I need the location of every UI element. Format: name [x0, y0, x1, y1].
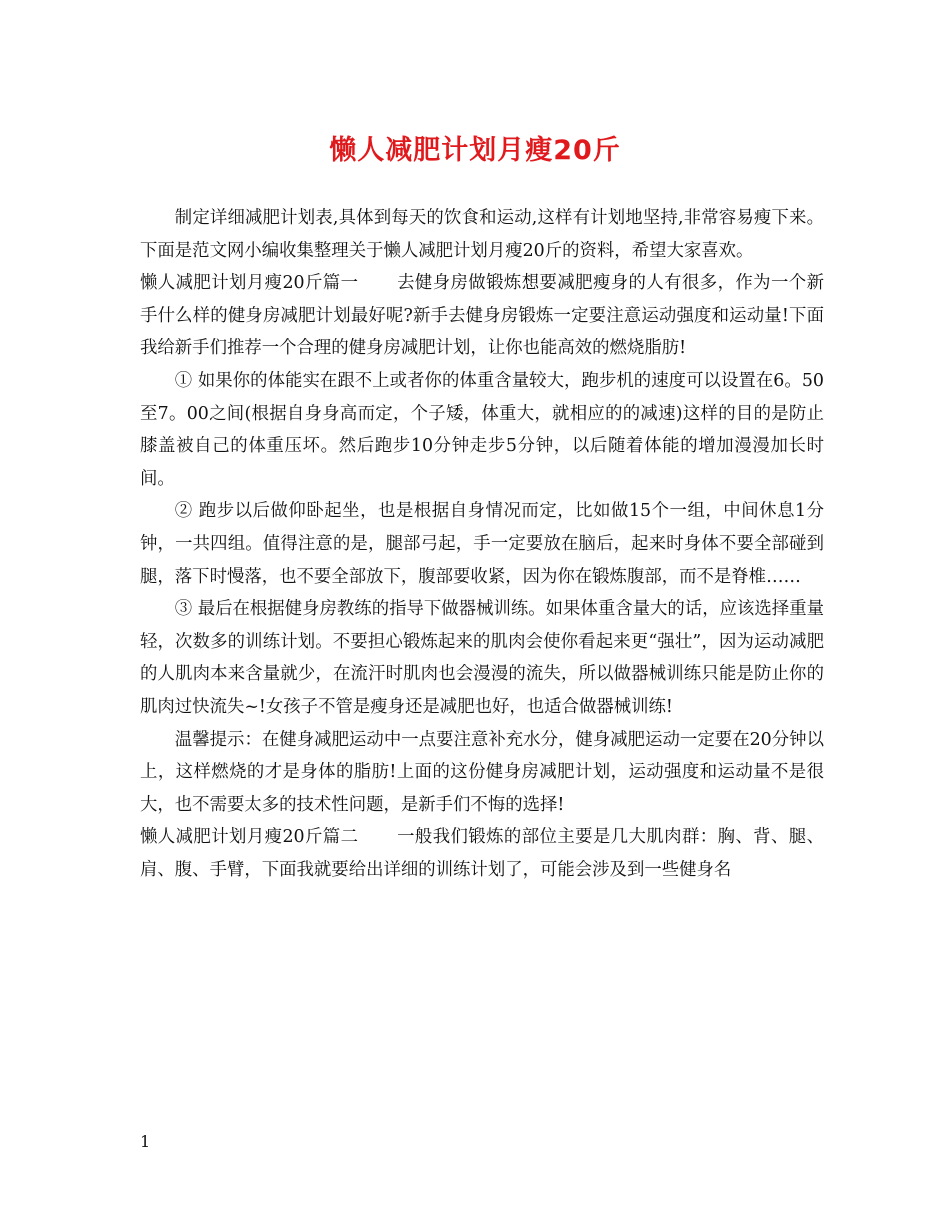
tip-paragraph: 温馨提示：在健身减肥运动中一点要注意补充水分，健身减肥运动一定要在20分钟以上，这样燃烧的才是身体的脂肪!上面的这份健身房减肥计划，运动强度和运动量不是很大，也不需要太多的技术性问题，是新手们不悔的选择!: [140, 729, 824, 815]
section-1-paragraph: [140, 267, 824, 365]
document-title: 懒人减肥计划月瘦20斤: [329, 135, 621, 166]
section-2-text: 一般我们锻炼的部位主要是几大肌肉群：胸、背、腿、肩、腹、手臂，下面我就要给出详细的训练计划了，可能会涉及到一些健身名: [140, 827, 824, 880]
document-body: [140, 202, 824, 886]
list-item-3: ③ 最后在根据健身房教练的指导下做器械训练。如果体重含量大的话，应该选择重量轻，次数多的训练计划。不要担心锻炼起来的肌肉会使你看起来更“强壮”，因为运动减肥的人肌肉本来含量就少，在流汗时肌肉也会漫漫的流失，所以做器械训练只能是防止你的肌肉过快流失~!女孩子不管是瘦身还是减肥也好，也适合做器械训练!: [140, 599, 824, 717]
page-number: 1: [140, 1132, 151, 1151]
list-item-2: ② 跑步以后做仰卧起坐，也是根据自身情况而定，比如做15个一组，中间休息1分钟，一共四组。值得注意的是，腿部弓起，手一定要放在脑后，起来时身体不要全部碰到腿，落下时慢落，也不要全部放下，腹部要收紧，因为你在锻炼腹部，而不是脊椎……: [140, 501, 824, 587]
section-1-text: 去健身房做锻炼想要减肥瘦身的人有很多，作为一个新手什么样的健身房减肥计划最好呢?新手去健身房锻炼一定要注意运动强度和运动量!下面我给新手们推荐一个合理的健身房减肥计划，让你也能高效的燃烧脂肪!: [140, 273, 824, 359]
intro-paragraph: 制定详细减肥计划表,具体到每天的饮食和运动,这样有计划地坚持,非常容易瘦下来。下面是范文网小编收集整理关于懒人减肥计划月瘦20斤的资料，希望大家喜欢。: [140, 208, 824, 261]
list-item-1: ① 如果你的体能实在跟不上或者你的体重含量较大，跑步机的速度可以设置在6。50至7。00之间(根据自身身高而定，个子矮，体重大，就相应的的减速)这样的目的是防止膝盖被自己的体重压坏。然后跑步10分钟走步5分钟，以后随着体能的增加漫漫加长时间。: [140, 370, 824, 489]
section-1-heading: 懒人减肥计划月瘦20斤篇一: [140, 273, 359, 294]
section-2-heading: 懒人减肥计划月瘦20斤篇二: [140, 827, 359, 848]
section-2-paragraph: [140, 821, 824, 886]
